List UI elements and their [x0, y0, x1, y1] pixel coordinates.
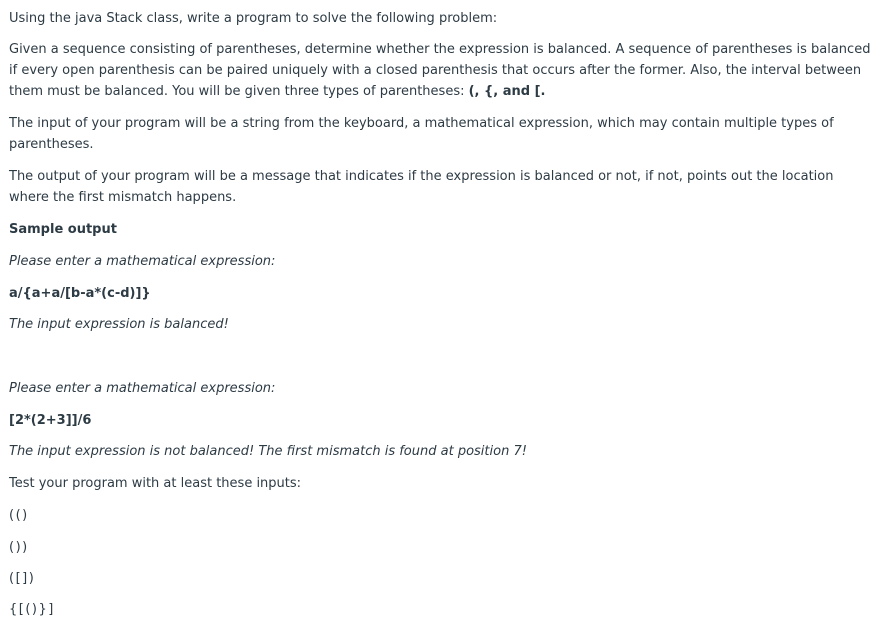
input-desc-line-1: The input of your program will be a string from the keyboard, a mathematical expression, which may contain multiple types of — [9, 116, 834, 131]
test-input-3: ([]) — [9, 571, 36, 586]
test-heading: Test your program with at least these inputs: — [9, 476, 302, 491]
test-input-2: ()) — [9, 540, 29, 555]
sample1-input: a/{a+a/[b-a*(c-d)]} — [9, 286, 151, 301]
test-input-4: {[()}] — [9, 602, 55, 617]
input-desc-line-2: parentheses. — [9, 137, 94, 152]
problem-line-3 — [9, 81, 858, 102]
problem-line-1: Given a sequence consisting of parentheses, determine whether the expression is balanced. A sequence of parentheses is balanced — [9, 42, 871, 57]
sample1-prompt: Please enter a mathematical expression: — [9, 254, 276, 269]
test-input-1: (() — [9, 508, 29, 523]
sample1-result: The input expression is balanced! — [9, 317, 229, 332]
sample-output-heading: Sample output — [9, 222, 117, 237]
sample2-input: [2*(2+3]]/6 — [9, 413, 92, 428]
output-desc-line-1: The output of your program will be a message that indicates if the expression is balanced or not, if not, points out the location — [9, 169, 834, 184]
intro-text: Using the java Stack class, write a program to solve the following problem: — [9, 11, 498, 26]
output-desc-line-2: where the first mismatch happens. — [9, 190, 237, 205]
problem-line-2: if every open parenthesis can be paired uniquely with a closed parenthesis that occurs after the former. Also, the interval between — [9, 63, 862, 78]
sample2-prompt: Please enter a mathematical expression: — [9, 381, 276, 396]
sample2-result: The input expression is not balanced! The first mismatch is found at position 7! — [9, 444, 527, 459]
parentheses-types: (, {, and [. — [468, 84, 546, 99]
problem-line-3-text: them must be balanced. You will be given three types of parentheses: — [9, 84, 469, 99]
